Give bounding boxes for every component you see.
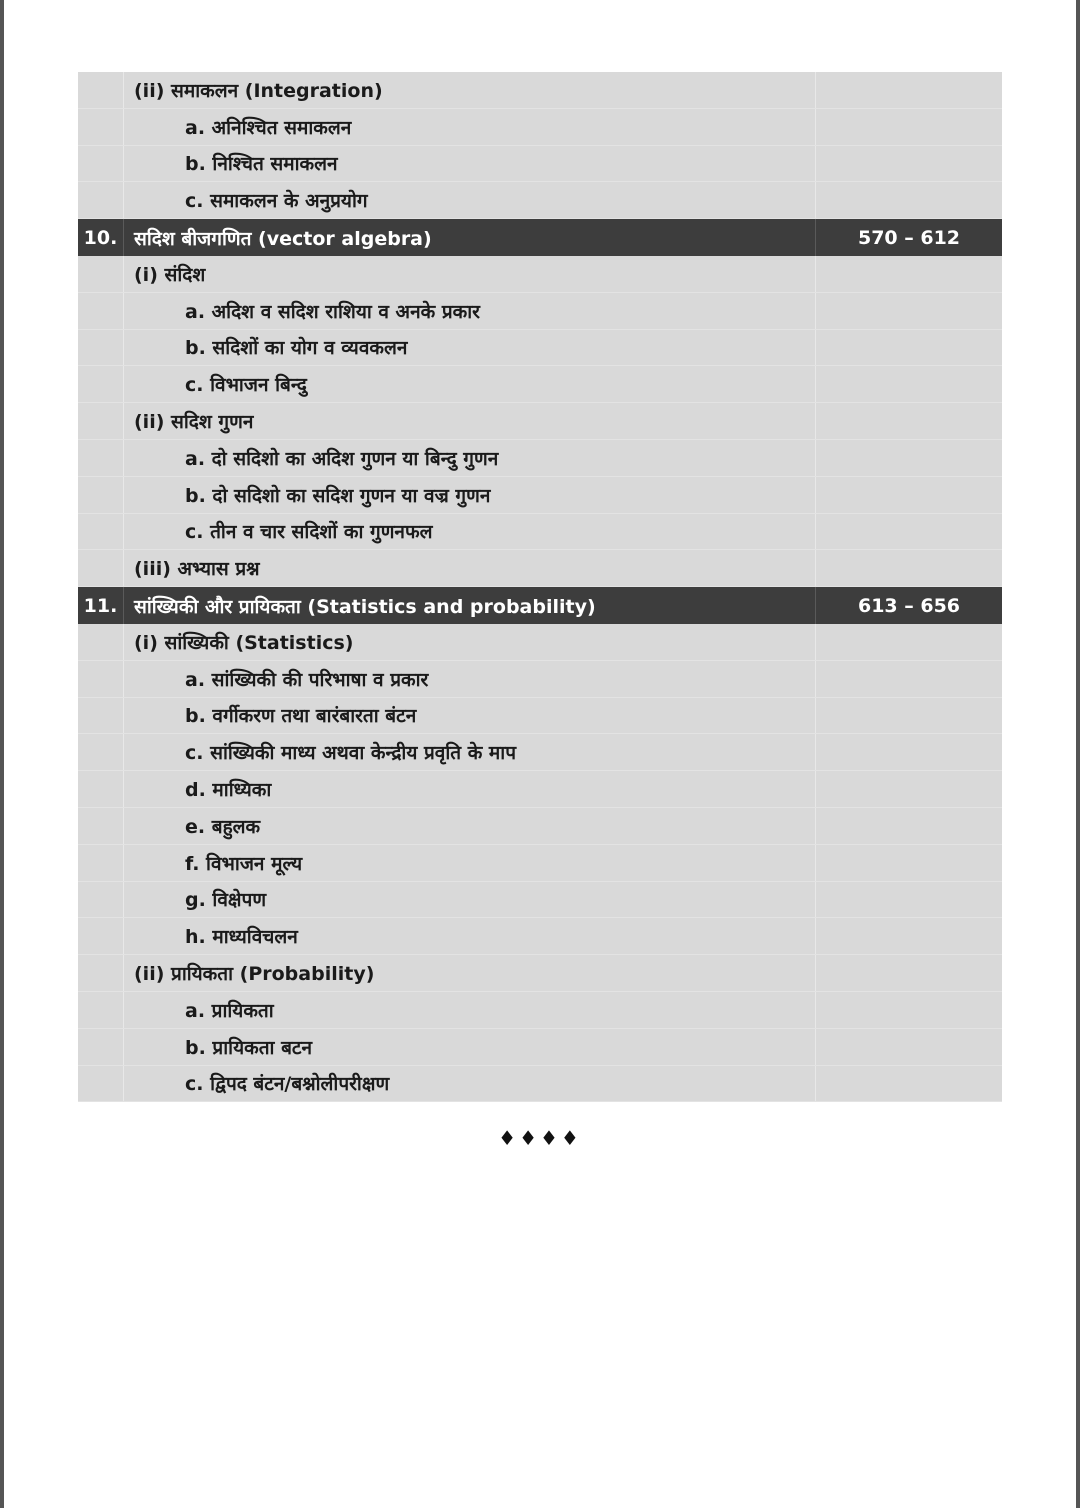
toc-row [78,845,1002,882]
section-title: (i) संदिश [124,256,816,292]
topic-title: c. द्विपद बंटन/बश्नोलीपरीक्षण [124,1066,816,1102]
chapter-number: 11. [78,587,124,624]
page-range: 613 – 656 [857,594,961,617]
toc-row [78,1029,1002,1066]
chapter-title: सांख्यिकी और प्रायिकता (Statistics and probability) [124,587,816,624]
chapter-number [78,72,124,108]
table-of-contents [78,72,1002,1102]
page-right-border [1076,0,1080,1508]
topic-title: b. निश्चित समाकलन [124,146,816,182]
toc-row [78,256,1002,293]
topic-title: a. अनिश्चित समाकलन [124,109,816,145]
topic-title: c. समाकलन के अनुप्रयोग [124,182,816,218]
toc-row [78,808,1002,845]
section-title: (ii) प्रायिकता (Probability) [124,955,816,991]
chapter-number [78,624,124,660]
page-range: 570 – 612 [857,226,961,249]
toc-row [78,477,1002,514]
toc-row [78,882,1002,919]
page-range [816,550,1002,586]
chapter-number [78,109,124,145]
chapter-number: 10. [78,219,124,256]
page-range [816,1029,1002,1065]
topic-title: f. विभाजन मूल्य [124,845,816,881]
toc-row [78,771,1002,808]
topic-title: h. माध्यविचलन [124,918,816,954]
chapter-number [78,918,124,954]
page-range [816,330,1002,366]
page-range [816,293,1002,329]
chapter-number [78,1029,124,1065]
chapter-title: सदिश बीजगणित (vector algebra) [124,219,816,256]
topic-title: a. प्रायिकता [124,992,816,1028]
page-range [816,845,1002,881]
chapter-number [78,146,124,182]
topic-title: d. माध्यिका [124,771,816,807]
page-range [816,256,1002,292]
toc-row [78,955,1002,992]
topic-title: c. विभाजन बिन्दु [124,366,816,402]
toc-row [78,366,1002,403]
chapter-number [78,182,124,218]
toc-row [78,72,1002,109]
toc-row [78,992,1002,1029]
topic-title: b. दो सदिशो का सदिश गुणन या वज्र गुणन [124,477,816,513]
chapter-number [78,514,124,550]
section-title: (ii) समाकलन (Integration) [124,72,816,108]
page-range [816,661,1002,697]
toc-row [78,403,1002,440]
topic-title: c. सांख्यिकी माध्य अथवा केन्द्रीय प्रवृति के माप [124,734,816,770]
toc-row [78,624,1002,661]
topic-title: b. वर्गीकरण तथा बारंबारता बंटन [124,698,816,734]
toc-row [78,661,1002,698]
chapter-number [78,734,124,770]
page-range [816,403,1002,439]
chapter-number [78,366,124,402]
page-range [816,146,1002,182]
topic-title: a. सांख्यिकी की परिभाषा व प्रकार [124,661,816,697]
toc-row [78,514,1002,551]
page-range [816,624,1002,660]
page-range [816,514,1002,550]
topic-title: b. सदिशों का योग व व्यवकलन [124,330,816,366]
page-range [816,366,1002,402]
chapter-number [78,808,124,844]
page-range [816,109,1002,145]
chapter-number [78,771,124,807]
chapter-row [78,587,1002,624]
toc-row [78,918,1002,955]
chapter-number [78,661,124,697]
toc-row [78,1066,1002,1103]
chapter-number [78,955,124,991]
topic-title: g. विक्षेपण [124,882,816,918]
chapter-number [78,403,124,439]
end-ornament: ♦♦♦♦ [498,1126,582,1150]
chapter-number [78,440,124,476]
topic-title: c. तीन व चार सदिशों का गुणनफल [124,514,816,550]
chapter-number [78,845,124,881]
toc-row [78,330,1002,367]
toc-row [78,550,1002,587]
toc-row [78,146,1002,183]
page-range [816,182,1002,218]
chapter-number [78,698,124,734]
page-range [816,698,1002,734]
page-range [816,882,1002,918]
chapter-number [78,330,124,366]
chapter-row [78,219,1002,256]
page-range [816,771,1002,807]
chapter-number [78,882,124,918]
page-range [816,1066,1002,1102]
section-title: (iii) अभ्यास प्रश्न [124,550,816,586]
topic-title: a. अदिश व सदिश राशिया व अनके प्रकार [124,293,816,329]
page-range [816,992,1002,1028]
chapter-number [78,1066,124,1102]
section-title: (ii) सदिश गुणन [124,403,816,439]
toc-row [78,182,1002,219]
page-range [816,72,1002,108]
chapter-number [78,550,124,586]
chapter-number [78,992,124,1028]
toc-row [78,293,1002,330]
page-range [816,918,1002,954]
toc-row [78,440,1002,477]
topic-title: a. दो सदिशो का अदिश गुणन या बिन्दु गुणन [124,440,816,476]
topic-title: e. बहुलक [124,808,816,844]
page-left-border [0,0,4,1508]
toc-row [78,734,1002,771]
chapter-number [78,256,124,292]
chapter-number [78,477,124,513]
topic-title: b. प्रायिकता बटन [124,1029,816,1065]
page-range [816,477,1002,513]
page-range [816,955,1002,991]
page-range [816,440,1002,476]
chapter-number [78,293,124,329]
toc-row [78,698,1002,735]
section-title: (i) सांख्यिकी (Statistics) [124,624,816,660]
page-range [816,808,1002,844]
page-range [816,734,1002,770]
toc-row [78,109,1002,146]
